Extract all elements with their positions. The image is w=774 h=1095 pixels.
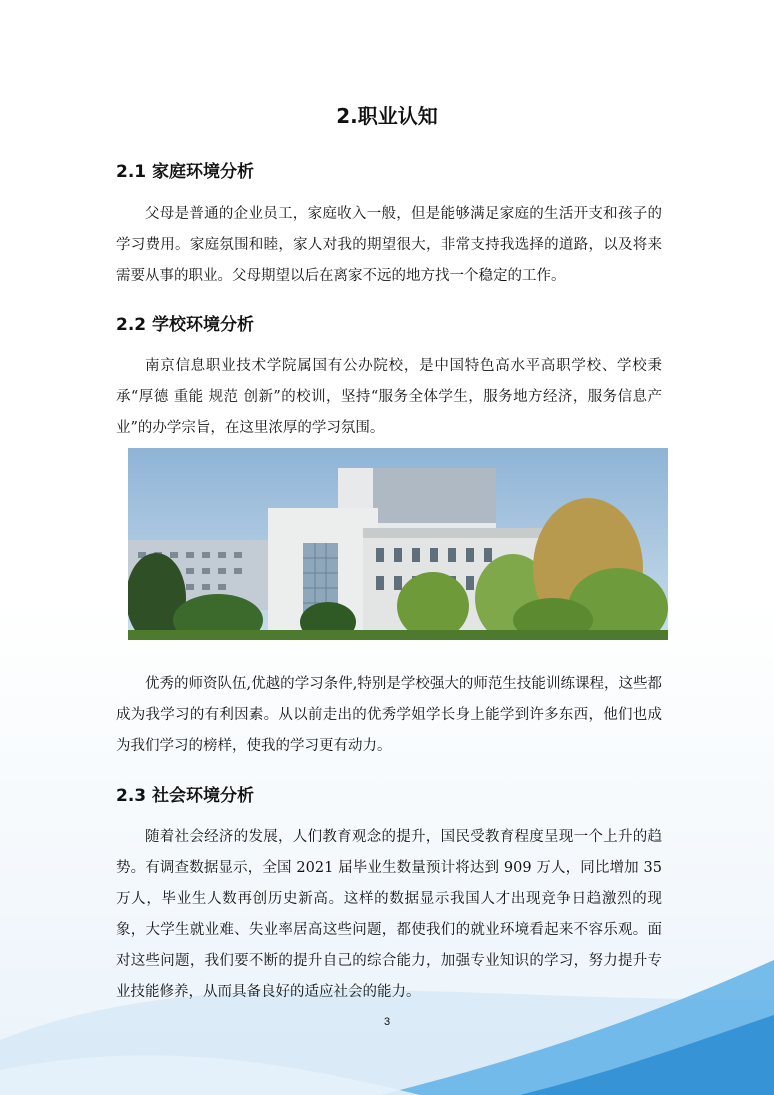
paragraph-family: 父母是普通的企业员工，家庭收入一般，但是能够满足家庭的生活开支和孩子的学习费用。家庭氛围和睦，家人对我的期望很大，非常支持我选择的道路，以及将来需要从事的职业。父母期望以后在离家不远的地方找一个稳定的工作。 xyxy=(116,206,662,284)
campus-photo xyxy=(128,448,668,640)
paragraph-society: 随着社会经济的发展，人们教育观念的提升，国民受教育程度呈现一个上升的趋势。有调查数据显示，全国 2021 届毕业生数量预计将达到 909 万人，同比增加 35 万人，毕业生人数再创历史新高。这样的数据显示我国人才出现竞争日趋激烈的现象，大学生就业难、失业率居高这些问题，都使我们的就业环境看起来不容乐观。面对这些问题，我们要不断的提升自己的综合能力，加强专业知识的学习，努力提升专业技能修养，从而具备良好的适应社会的能力。 xyxy=(116,829,662,1000)
section-heading-family: 2.1 家庭环境分析 xyxy=(116,162,255,182)
paragraph-teachers: 优秀的师资队伍,优越的学习条件,特别是学校强大的师范生技能训练课程，这些都成为我学习的有利因素。从以前走出的优秀学姐学长身上能学到许多东西，他们也成为我们学习的榜样，使我的学习更有动力。 xyxy=(116,676,662,754)
section-heading-school: 2.2 学校环境分析 xyxy=(116,315,255,335)
section-heading-society: 2.3 社会环境分析 xyxy=(116,786,255,806)
page-number: 3 xyxy=(383,1016,391,1028)
paragraph-school: 南京信息职业技术学院属国有公办院校，是中国特色高水平高职学校、学校秉承“厚德 重能 规范 创新”的校训，坚持“服务全体学生，服务地方经济，服务信息产业”的办学宗旨，在这里浓厚的学习氛围。 xyxy=(116,358,662,436)
page-title: 2.职业认知 xyxy=(336,104,438,128)
